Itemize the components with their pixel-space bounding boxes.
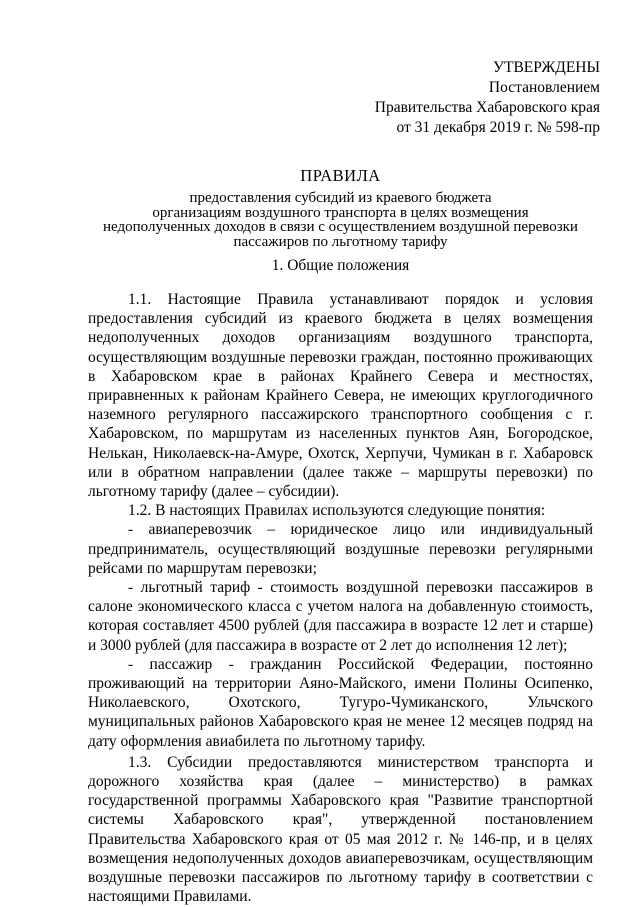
- subtitle-line: организациям воздушного транспорта в целях возмещения: [152, 204, 529, 221]
- paragraph-1-1: 1.1. Настоящие Правила устанавливают порядок и условия предоставления субсидий из краевого бюджета в целях возмещения недополученных доходов организациям воздушного транспорта, осуществляющим воздушные перевозки граждан, постоянно проживающих в Хабаровском крае в районах Крайнего Севера и местностях, приравненных к районам Крайнего Севера, не имеющих круглогодичного наземного регулярного пассажирского транспортного сообщения с г. Хабаровском, по маршрутам из населенных пунктов Аян, Богородское, Нелькан, Николаевск-на-Амуре, Охотск, Херпучи, Чумикан в г. Хабаровск или в обратном направлении (далее также – маршруты перевозки) по льготному тарифу (далее – субсидии).: [88, 291, 593, 501]
- approval-status: УТВЕРЖДЕНЫ: [493, 59, 600, 76]
- approval-date-number: от 31 декабря 2019 г. № 598-пр: [396, 119, 600, 136]
- document-title-block: [88, 166, 593, 249]
- section-body: [88, 290, 593, 907]
- approval-authority: Правительства Хабаровского края: [374, 99, 600, 116]
- document-title: ПРАВИЛА: [300, 166, 381, 185]
- document-subtitle: [88, 191, 593, 249]
- definition-preferential-fare: - льготный тариф - стоимость воздушной перевозки пассажиров в салоне экономического класса с учетом налога на добавленную стоимость, которая составляет 4500 рублей (для пассажира в возрасте 12 лет и старше) и 3000 рублей (для пассажира в возрасте от 2 лет до исполнения 12 лет);: [88, 579, 593, 654]
- subtitle-line: пассажиров по льготному тарифу: [233, 233, 448, 250]
- subtitle-line: недополученных доходов в связи с осуществлением воздушной перевозки: [103, 219, 578, 235]
- approval-stamp: [375, 58, 600, 138]
- paragraph-1-3: 1.3. Субсидии предоставляются министерством транспорта и дорожного хозяйства края (далее – министерство) в рамках государственной программы Хабаровского края "Развитие транспортной системы Хабаровского края", утвержденной постановлением Правительства Хабаровского края от 05 мая 2012 г. № 146-пр, и в целях возмещения недополученных доходов авиаперевозчикам, осуществляющим воздушные перевозки пассажиров по льготному тарифу в соответствии с настоящими Правилами.: [88, 753, 593, 906]
- approval-act-type: Постановлением: [488, 79, 600, 96]
- paragraph-1-2: 1.2. В настоящих Правилах используются следующие понятия:: [128, 502, 546, 520]
- definition-passenger: - пассажир - гражданин Российской Федерации, постоянно проживающий на территории Аяно-Майского, имени Полины Осипенко, Николаевского, Охотского, Тугуро-Чумиканского, Ульчского муниципальных районов Хабаровского края не менее 12 месяцев подряд на дату оформления авиабилета по льготному тарифу.: [88, 655, 593, 750]
- section-heading: 1. Общие положения: [271, 257, 410, 274]
- definition-carrier: - авиаперевозчик – юридическое лицо или индивидуальный предприниматель, осуществляющий воздушные перевозки регулярными рейсами по маршрутам перевозки;: [88, 521, 593, 577]
- subtitle-line: предоставления субсидий из краевого бюджета: [189, 190, 492, 206]
